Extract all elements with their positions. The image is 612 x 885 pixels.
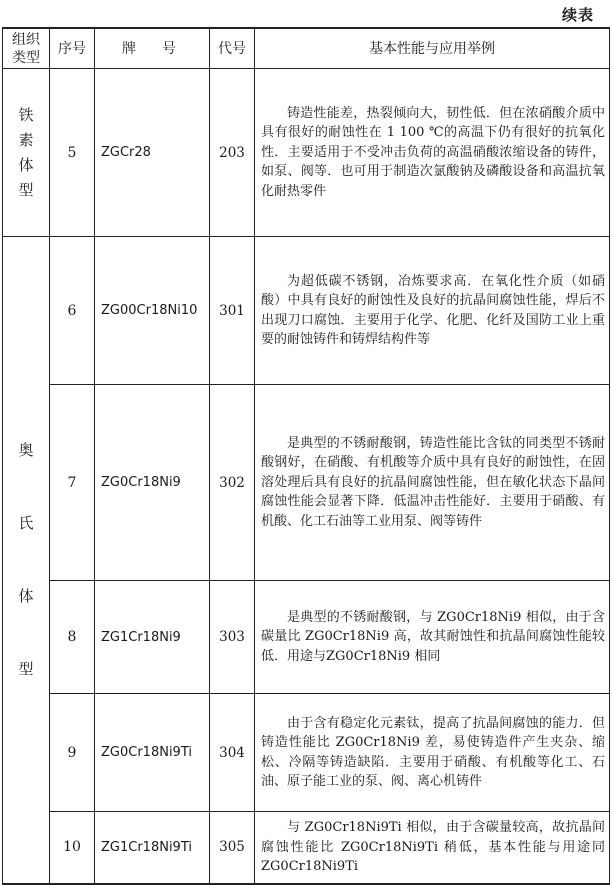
row-code: 203	[210, 69, 255, 237]
row-no: 5	[50, 69, 95, 237]
row-grade: ZG0Cr18Ni9	[95, 385, 210, 581]
row-no: 9	[50, 694, 95, 812]
header-row	[3, 28, 610, 69]
row-grade: ZGCr28	[95, 69, 210, 237]
row-no: 10	[50, 812, 95, 884]
header-code: 代号	[210, 28, 255, 69]
header-grade: 牌 号	[95, 28, 210, 69]
header-type	[3, 28, 50, 69]
group-char: 型	[18, 659, 34, 678]
continued-label: 续表	[561, 6, 594, 24]
row-no: 8	[50, 581, 95, 694]
row-code: 305	[210, 812, 255, 884]
header-type-line2: 类型	[12, 50, 40, 66]
table-row	[3, 812, 610, 884]
table-row	[3, 581, 610, 694]
row-desc: 是典型的不锈耐酸钢，铸造性能比含钛的同类型不锈耐酸钢好，在硝酸、有机酸等介质中具有良好的耐蚀性，在固溶处理后具有良好的抗晶间腐蚀性能，但在敏化状态下晶间腐蚀性能会显著下降．低温冲击性能好．主要用于硝酸、有机酸、化工石油等工业用泵、阀等铸件	[255, 385, 610, 581]
table-row	[3, 237, 610, 385]
group-char: 型	[18, 180, 34, 199]
table-row	[3, 385, 610, 581]
group-char: 素	[18, 130, 34, 149]
group-char: 体	[18, 155, 34, 174]
row-grade: ZG0Cr18Ni9Ti	[95, 694, 210, 812]
row-code: 301	[210, 237, 255, 385]
group-char: 奥	[18, 440, 34, 459]
steel-properties-table	[2, 27, 610, 885]
row-code: 302	[210, 385, 255, 581]
row-code: 303	[210, 581, 255, 694]
table-row	[3, 69, 610, 237]
header-desc: 基本性能与应用举例	[255, 28, 610, 69]
table-row	[3, 694, 610, 812]
row-desc: 是典型的不锈耐酸钢，与 ZG0Cr18Ni9 相似，由于含碳量比 ZG0Cr18Ni9 高，故其耐蚀性和抗晶间腐蚀性能较低．用途与ZG0Cr18Ni9 相同	[255, 581, 610, 694]
row-desc: 与 ZG0Cr18Ni9Ti 相似，由于含碳量较高，故抗晶间腐蚀性能比 ZG0Cr18Ni9Ti 稍低，基本性能与用途同 ZG0Cr18Ni9Ti	[255, 812, 610, 884]
header-no: 序号	[50, 28, 95, 69]
row-grade: ZG1Cr18Ni9	[95, 581, 210, 694]
group-char: 铁	[18, 105, 34, 124]
row-grade: ZG1Cr18Ni9Ti	[95, 812, 210, 884]
row-desc: 为超低碳不锈钢，冶炼要求高．在氧化性介质（如硝酸）中具有良好的耐蚀性及良好的抗晶间腐蚀性能，焊后不出现刀口腐蚀．主要用于化学、化肥、化纤及国防工业上重要的耐蚀铸件和铸焊结构件等	[255, 237, 610, 385]
row-code: 304	[210, 694, 255, 812]
group-austenitic	[3, 237, 50, 884]
row-desc: 由于含有稳定化元素钛，提高了抗晶间腐蚀的能力．但铸造性能比 ZG0Cr18Ni9 差，易使铸造件产生夹杂、缩松、冷隔等铸造缺陷．主要用于硝酸、有机酸等化工、石油、原子能工业的泵、阀、离心机铸件	[255, 694, 610, 812]
row-no: 7	[50, 385, 95, 581]
header-type-line1: 组织	[12, 32, 40, 48]
group-char: 氏	[18, 513, 34, 532]
group-char: 体	[18, 586, 34, 605]
row-no: 6	[50, 237, 95, 385]
group-ferritic	[3, 69, 50, 237]
row-grade: ZG00Cr18Ni10	[95, 237, 210, 385]
row-desc: 铸造性能差，热裂倾向大，韧性低．但在浓硝酸介质中具有很好的耐蚀性在 1 100 ℃的高温下仍有很好的抗氧化性．主要适用于不受冲击负荷的高温硝酸浓缩设备的铸件，如泵、阀等．也可用于制造次氯酸钠及磷酸设备和高温抗氧化耐热零件	[255, 69, 610, 237]
